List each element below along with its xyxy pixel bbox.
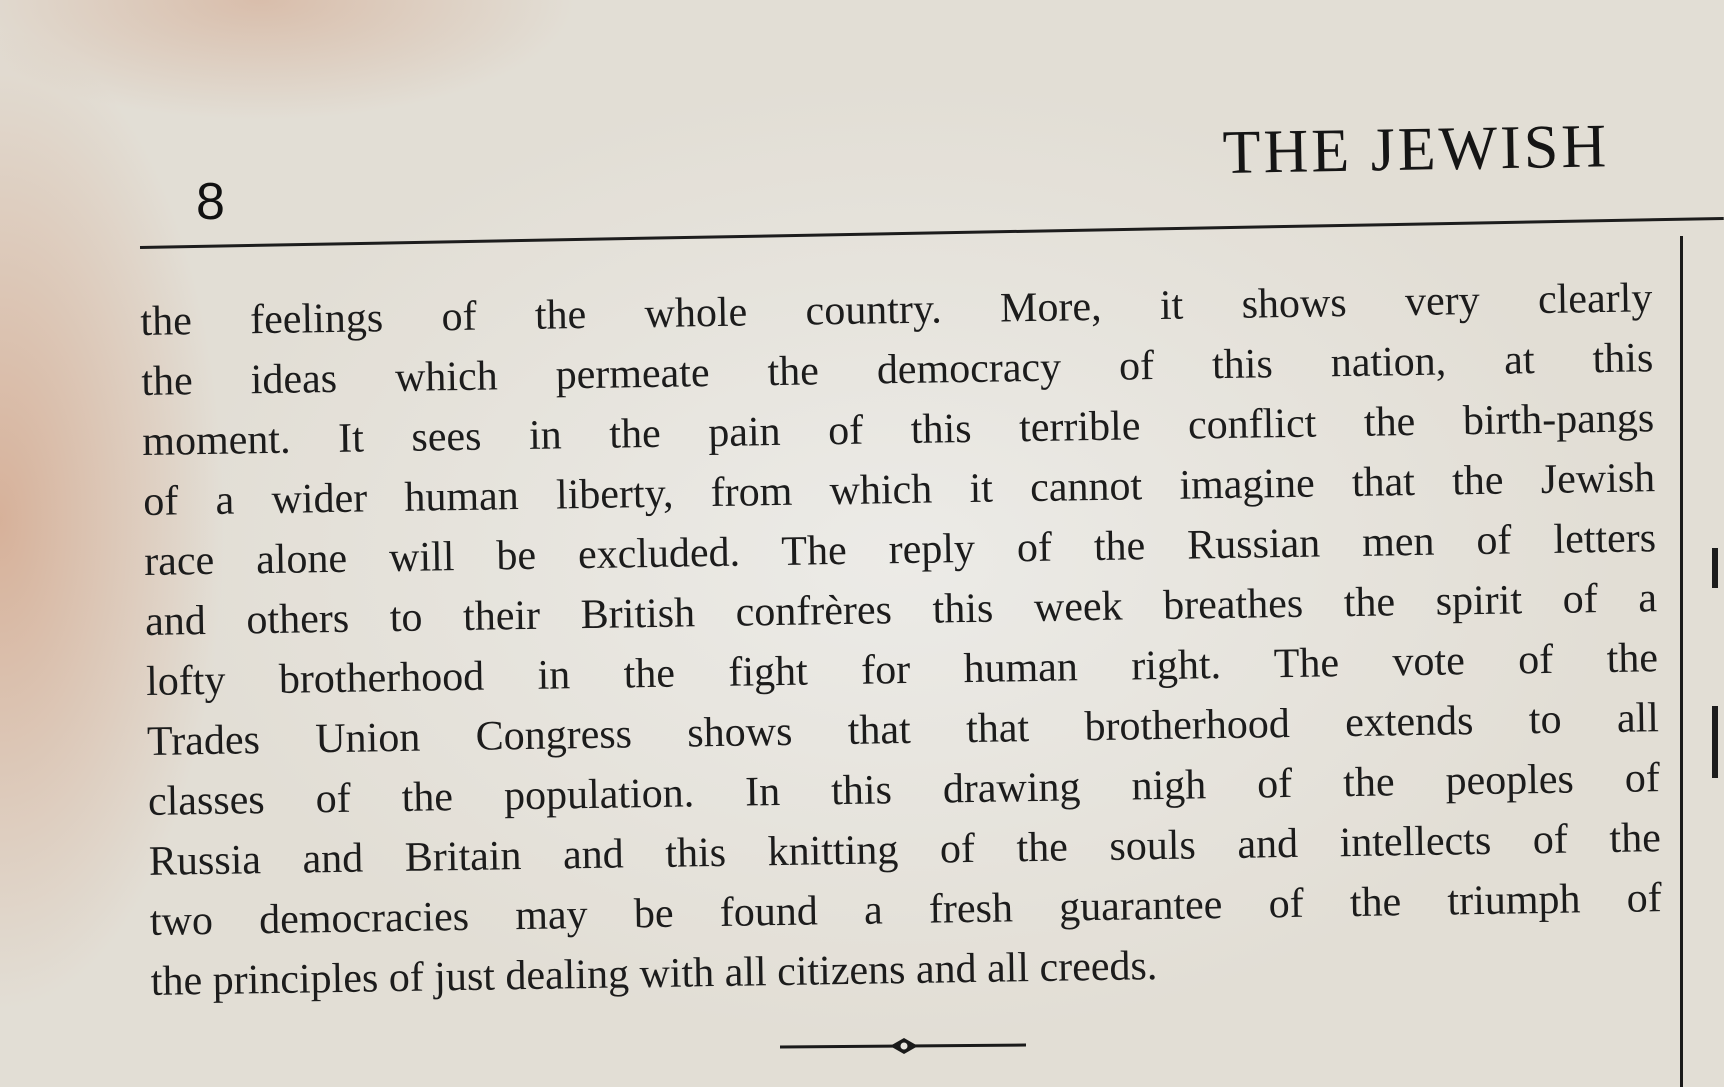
article-line: and others to their British confrères this week breathes the spirit of a bbox=[144, 575, 1658, 645]
article-body bbox=[140, 268, 1663, 1012]
article-line: moment. It sees in the pain of this terrible conflict the birth-pangs bbox=[141, 395, 1655, 465]
article-line: the feelings of the whole country. More, it shows very clearly bbox=[140, 275, 1653, 345]
article-line: Trades Union Congress shows that that brotherhood extends to all bbox=[146, 695, 1660, 765]
article-line: Russia and Britain and this knitting of the souls and intellects of the bbox=[148, 815, 1662, 885]
adjacent-column-fragment bbox=[1712, 706, 1718, 778]
article-line: classes of the population. In this drawing nigh of the peoples of bbox=[147, 755, 1661, 825]
header-rule bbox=[140, 217, 1724, 249]
column-rule bbox=[1680, 236, 1683, 1087]
article-line: the ideas which permeate the democracy of this nation, at this bbox=[141, 335, 1654, 405]
page-number: 8 bbox=[196, 173, 225, 231]
article-line: race alone will be excluded. The reply of the Russian men of letters bbox=[143, 515, 1657, 585]
masthead-title: THE JEWISH bbox=[1222, 112, 1610, 187]
section-divider-ornament bbox=[780, 1034, 1026, 1058]
adjacent-column-fragment bbox=[1712, 548, 1718, 588]
article-line: of a wider human liberty, from which it cannot imagine that the Jewish bbox=[142, 455, 1656, 525]
article-line: lofty brotherhood in the fight for human right. The vote of the bbox=[145, 635, 1659, 705]
article-line: the principles of just dealing with all citizens and all creeds. bbox=[150, 943, 1158, 1005]
article-line: two democracies may be found a fresh guarantee of the triumph of bbox=[149, 875, 1663, 945]
